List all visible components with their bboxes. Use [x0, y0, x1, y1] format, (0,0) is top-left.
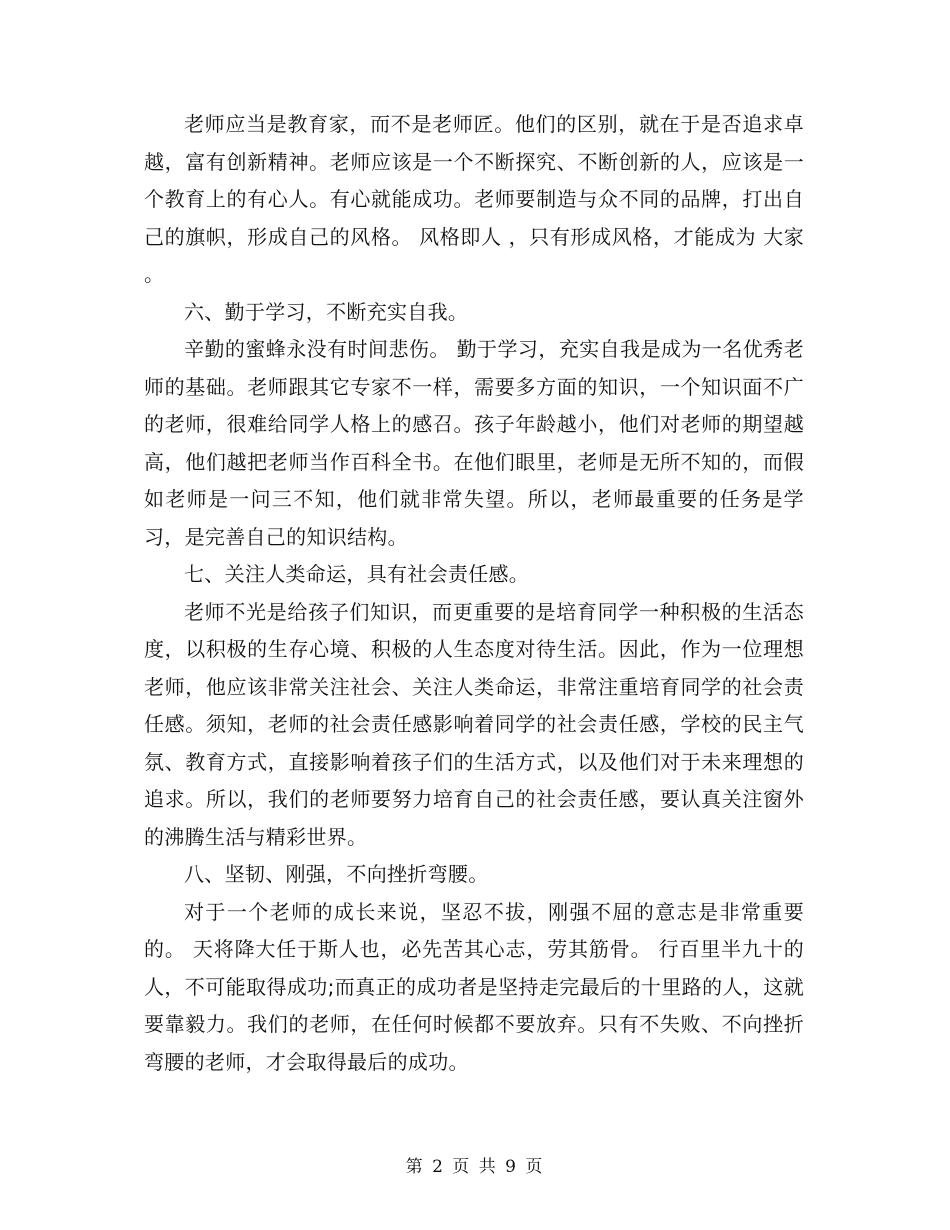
- section-heading-7: 七、关注人类命运，具有社会责任感。: [184, 562, 530, 586]
- paragraph-educator-vs-craftsman: 老师应当是教育家，而不是老师匠。他们的区别，就在于是否追求卓越，富有创新精神。老师应该是一个不断探究、不断创新的人，应该是一个教育上的有心人。有心就能成功。老师要制造与众不同的品牌，打出自己的旗帜，形成自己的风格。 风格即人 ，只有形成风格，才能成为 大家 。: [144, 112, 804, 286]
- paragraph-social-responsibility: 老师不光是给孩子们知识，而更重要的是培育同学一种积极的生活态度，以积极的生存心境、积极的人生态度对待生活。因此，作为一位理想老师，他应该非常关注社会、关注人类命运，非常注重培育同学的社会责任感。须知，老师的社会责任感影响着同学的社会责任感，学校的民主气氛、教育方式，直接影响着孩子们的生活方式，以及他们对于未来理想的追求。所以，我们的老师要努力培育自己的社会责任感，要认真关注窗外的沸腾生活与精彩世界。: [144, 599, 804, 849]
- paragraph-perseverance: 对于一个老师的成长来说，坚忍不拔，刚强不屈的意志是非常重要的。 天将降大任于斯人也，必先苦其心志，劳其筋骨。 行百里半九十的人，不可能取得成功;而真正的成功者是坚持走完最后的十里路的人，这就要靠毅力。我们的老师，在任何时候都不要放弃。只有不失败、不向挫折弯腰的老师，才会取得最后的成功。: [144, 899, 804, 1074]
- page-number-footer: 第 2 页 共 9 页: [405, 1157, 545, 1177]
- paragraph-diligent-learning: 辛勤的蜜蜂永没有时间悲伤。 勤于学习，充实自我是成为一名优秀老师的基础。老师跟其它专家不一样，需要多方面的知识，一个知识面不广的老师，很难给同学人格上的感召。孩子年龄越小，他们对老师的期望越高，他们越把老师当作百科全书。在他们眼里，老师是无所不知的，而假如老师是一问三不知，他们就非常失望。所以，老师最重要的任务是学习，是完善自己的知识结构。: [144, 337, 804, 549]
- section-heading-6: 六、勤于学习，不断充实自我。: [184, 299, 469, 324]
- section-heading-8: 八、坚韧、刚强，不向挫折弯腰。: [184, 862, 489, 886]
- document-body: [144, 106, 804, 1081]
